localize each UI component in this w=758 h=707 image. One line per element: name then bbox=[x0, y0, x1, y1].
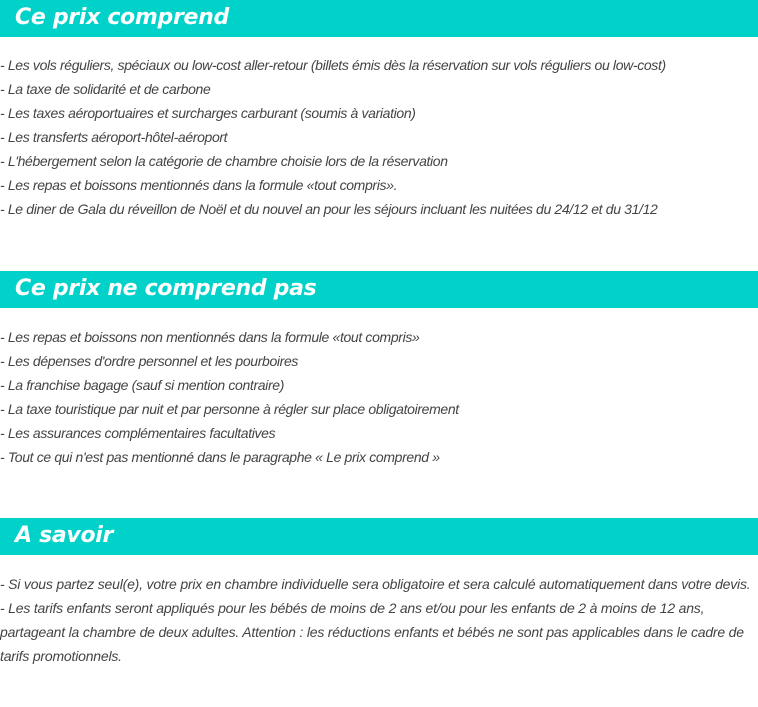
list-item: - Les transferts aéroport-hôtel-aéroport bbox=[0, 129, 228, 145]
section-header-banner bbox=[0, 271, 758, 308]
list-item: - La taxe touristique par nuit et par personne à régler sur place obligatoirement bbox=[0, 401, 459, 417]
section-title: A savoir bbox=[15, 523, 114, 548]
section-header-banner bbox=[0, 0, 758, 37]
list-item: - Les repas et boissons non mentionnés dans la formule «tout compris» bbox=[0, 329, 420, 345]
list-item: - La franchise bagage (sauf si mention contraire) bbox=[0, 377, 285, 393]
section-header-banner bbox=[0, 518, 758, 555]
section-good-to-know bbox=[0, 518, 758, 668]
list-item: - Les vols réguliers, spéciaux ou low-cost aller-retour (billets émis dès la réservation sur vols réguliers ou low-cost) bbox=[0, 57, 666, 73]
section-title: Ce prix ne comprend pas bbox=[15, 276, 317, 301]
section-title: Ce prix comprend bbox=[15, 5, 229, 30]
info-paragraph: - Si vous partez seul(e), votre prix en chambre individuelle sera obligatoire et sera calculé automatiquement dans votre devis. bbox=[0, 576, 751, 592]
included-list bbox=[0, 53, 758, 221]
info-paragraph: - Les tarifs enfants seront appliqués pour les bébés de moins de 2 ans et/ou pour les enfants de 2 à moins de 12 ans, partageant la chambre de deux adultes. Attention : les réductions enfants et bébés ne sont pas applicables dans le cadre de tarifs promotionnels. bbox=[0, 600, 744, 664]
list-item: - La taxe de solidarité et de carbone bbox=[0, 81, 211, 97]
section-included bbox=[0, 0, 758, 221]
list-item: - Les repas et boissons mentionnés dans la formule «tout compris». bbox=[0, 177, 398, 193]
list-item: - Le diner de Gala du réveillon de Noël et du nouvel an pour les séjours incluant les nuitées du 24/12 et du 31/12 bbox=[0, 201, 658, 217]
good-to-know-content bbox=[0, 572, 758, 668]
list-item: - Les assurances complémentaires facultatives bbox=[0, 425, 276, 441]
list-item: - Les dépenses d'ordre personnel et les pourboires bbox=[0, 353, 299, 369]
list-item: - Les taxes aéroportuaires et surcharges carburant (soumis à variation) bbox=[0, 105, 416, 121]
list-item: - L'hébergement selon la catégorie de chambre choisie lors de la réservation bbox=[0, 153, 448, 169]
section-not-included bbox=[0, 271, 758, 469]
not-included-list bbox=[0, 325, 758, 469]
list-item: - Tout ce qui n'est pas mentionné dans le paragraphe « Le prix comprend » bbox=[0, 449, 440, 465]
